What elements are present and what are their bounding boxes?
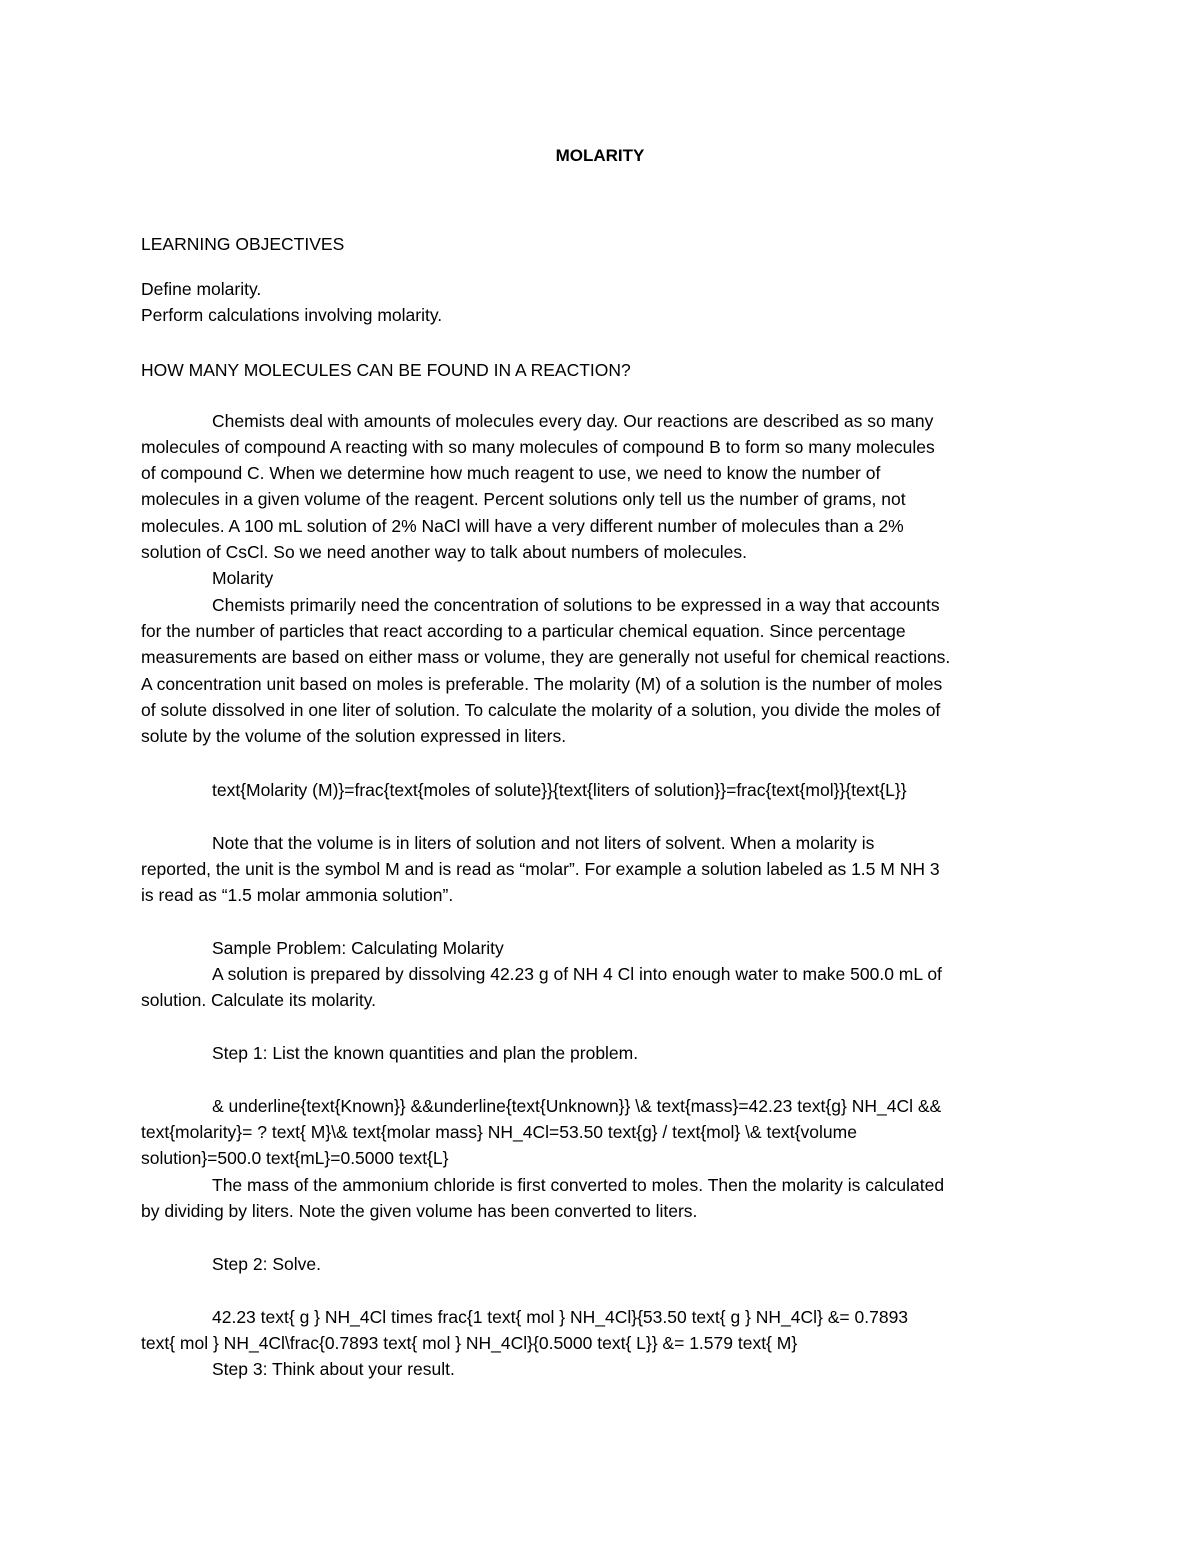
paragraph-line: Chemists deal with amounts of molecules every day. Our reactions are described as so many: [212, 411, 934, 431]
paragraph-line: The mass of the ammonium chloride is first converted to moles. Then the molarity is calculated: [212, 1175, 945, 1195]
paragraph-line: solution. Calculate its molarity.: [141, 990, 377, 1010]
paragraph-line: A solution is prepared by dissolving 42.23 g of NH 4 Cl into enough water to make 500.0 mL of: [212, 964, 942, 984]
paragraph-line: Chemists primarily need the concentration of solutions to be expressed in a way that accounts: [212, 595, 940, 615]
paragraph-line: molecules. A 100 mL solution of 2% NaCl will have a very different number of molecules than a 2%: [141, 516, 904, 536]
formula-line: text{ mol } NH_4Cl\frac{0.7893 text{ mol } NH_4Cl}{0.5000 text{ L}} &= 1.579 text{ M}: [141, 1333, 798, 1353]
objective-item: Perform calculations involving molarity.: [141, 305, 443, 325]
sample-problem-heading: Sample Problem: Calculating Molarity: [212, 938, 504, 958]
paragraph-line: for the number of particles that react according to a particular chemical equation. Since percentage: [141, 621, 906, 641]
paragraph-line: solution of CsCl. So we need another way to talk about numbers of molecules.: [141, 542, 748, 562]
step-heading: Step 1: List the known quantities and plan the problem.: [212, 1043, 639, 1063]
formula-line: 42.23 text{ g } NH_4Cl times frac{1 text{ mol } NH_4Cl}{53.50 text{ g } NH_4Cl} &= 0.7893: [212, 1307, 909, 1327]
formula-line: solution}=500.0 text{mL}=0.5000 text{L}: [141, 1148, 449, 1168]
paragraph-line: measurements are based on either mass or volume, they are generally not useful for chemical reactions.: [141, 647, 951, 667]
paragraph-line: by dividing by liters. Note the given volume has been converted to liters.: [141, 1201, 698, 1221]
paragraph-line: solute by the volume of the solution expressed in liters.: [141, 726, 567, 746]
objective-item: Define molarity.: [141, 279, 262, 299]
paragraph-line: of solute dissolved in one liter of solution. To calculate the molarity of a solution, you divide the moles of: [141, 700, 941, 720]
formula-line: text{molarity}= ? text{ M}\& text{molar mass} NH_4Cl=53.50 text{g} / text{mol} \& text{volume: [141, 1122, 857, 1142]
paragraph-line: reported, the unit is the symbol M and is read as “molar”. For example a solution labeled as 1.5 M NH 3: [141, 859, 940, 879]
step-heading: Step 2: Solve.: [212, 1254, 321, 1274]
page-title: MOLARITY: [555, 146, 645, 165]
paragraph-line: molecules in a given volume of the reagent. Percent solutions only tell us the number of grams, not: [141, 489, 906, 509]
subheading-molarity: Molarity: [212, 568, 274, 588]
section-heading: HOW MANY MOLECULES CAN BE FOUND IN A REACTION?: [141, 360, 631, 380]
paragraph-line: Note that the volume is in liters of solution and not liters of solvent. When a molarity is: [212, 833, 875, 853]
learning-objectives-heading: LEARNING OBJECTIVES: [141, 234, 345, 254]
formula-line: text{Molarity (M)}=frac{text{moles of solute}}{text{liters of solution}}=frac{text{mol}}{text{L}}: [212, 780, 907, 800]
paragraph-line: is read as “1.5 molar ammonia solution”.: [141, 885, 454, 905]
paragraph-line: A concentration unit based on moles is preferable. The molarity (M) of a solution is the number of moles: [141, 674, 943, 694]
step-heading: Step 3: Think about your result.: [212, 1359, 455, 1379]
paragraph-line: molecules of compound A reacting with so many molecules of compound B to form so many molecules: [141, 437, 935, 457]
formula-line: & underline{text{Known}} &&underline{text{Unknown}} \& text{mass}=42.23 text{g} NH_4Cl &&: [212, 1096, 942, 1116]
paragraph-line: of compound C. When we determine how much reagent to use, we need to know the number of: [141, 463, 881, 483]
